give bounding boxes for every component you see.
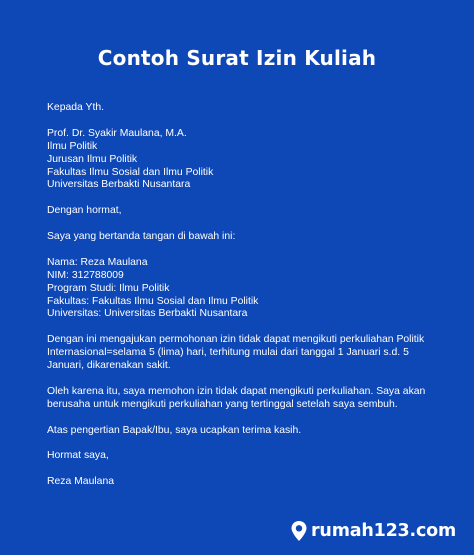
commitment-line: Oleh karena itu, saya memohon izin tidak dapat mengikuti perkuliahan. Saya akan — [47, 385, 426, 397]
recipient-block — [47, 128, 447, 193]
request-line: Dengan ini mengajukan permohonan izin tidak dapat mengikuti perkuliahan Politik — [47, 334, 425, 346]
identity-nim: NIM: 312788009 — [47, 269, 124, 281]
page-title: Contoh Surat Izin Kuliah — [97, 46, 377, 70]
request-line: Internasional=selama 5 (lima) hari, terhitung mulai dari tanggal 1 Januari s.d. 5 — [47, 347, 409, 359]
recipient-program: Ilmu Politik — [47, 140, 98, 152]
letter-body — [47, 102, 447, 489]
salutation: Kepada Yth. — [47, 102, 105, 113]
recipient-university: Universitas Berbakti Nusantara — [47, 179, 191, 191]
identity-name: Nama: Reza Maulana — [47, 256, 148, 268]
closing-text: Hormat saya, — [47, 450, 109, 462]
identity-faculty: Fakultas: Fakultas Ilmu Sosial dan Ilmu Politik — [47, 295, 259, 307]
identity-university: Universitas: Universitas Berbakti Nusantara — [47, 308, 248, 320]
brand-logo — [290, 520, 456, 542]
commitment-line: berusaha untuk mengikuti perkuliahan yang tertinggal setelah saya sembuh. — [47, 398, 398, 410]
commitment-paragraph — [47, 386, 447, 412]
identity-block — [47, 257, 447, 322]
brand-name: rumah123.com — [311, 521, 456, 541]
request-paragraph — [47, 334, 447, 373]
intro-text: Saya yang bertanda tangan di bawah ini: — [47, 231, 236, 243]
request-line: Januari, dikarenakan sakit. — [47, 360, 171, 372]
greeting: Dengan hormat, — [47, 205, 122, 217]
recipient-department: Jurusan Ilmu Politik — [47, 153, 138, 165]
signature-name: Reza Maulana — [47, 476, 115, 488]
recipient-name: Prof. Dr. Syakir Maulana, M.A. — [47, 127, 187, 139]
thanks-text: Atas pengertian Bapak/Ibu, saya ucapkan terima kasih. — [47, 424, 302, 436]
recipient-faculty: Fakultas Ilmu Sosial dan Ilmu Politik — [47, 166, 214, 178]
identity-program: Program Studi: Ilmu Politik — [47, 282, 170, 294]
location-pin-icon — [290, 520, 308, 542]
